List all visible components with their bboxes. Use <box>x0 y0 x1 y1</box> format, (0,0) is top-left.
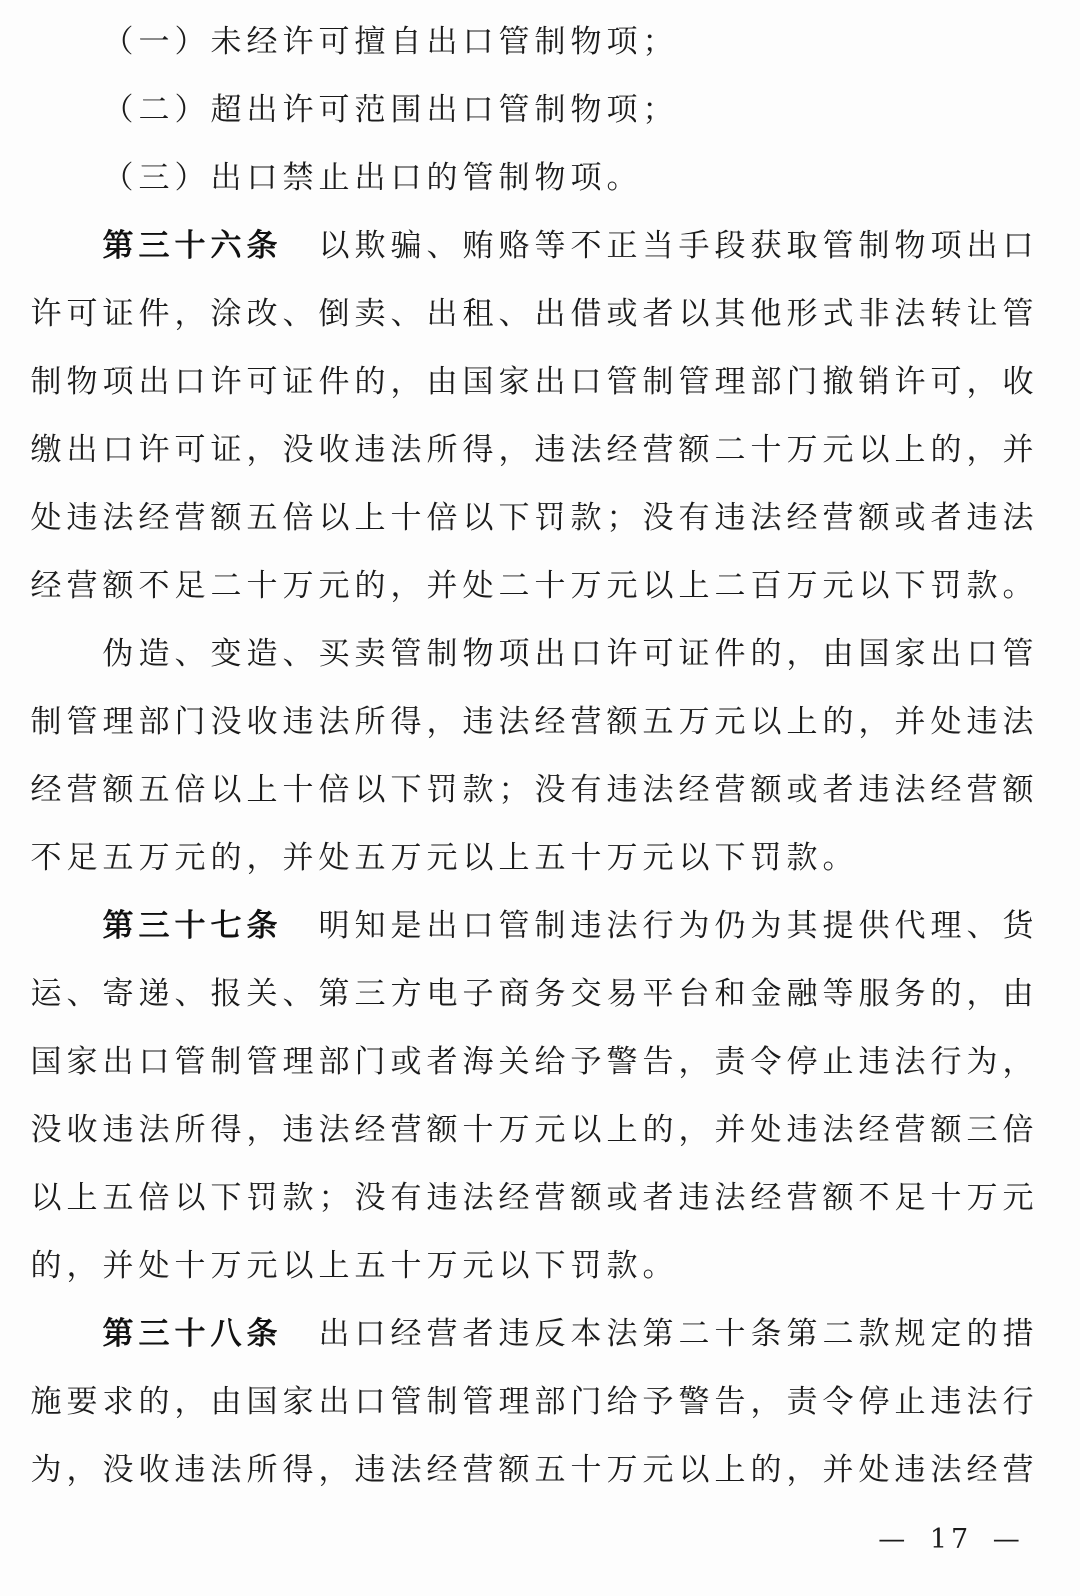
text-line <box>28 1246 1036 1286</box>
text-line <box>28 1178 1036 1218</box>
text-line-content: 许 可 证 件 ， 涂 改 、 倒 卖 、 出 租 、 出 借 或 者 以 其 他 形 式 非 法 转 让 管 <box>30 296 1034 332</box>
text-line-content: 以 上 五 倍 以 下 罚 款 ； 没 有 违 法 经 营 额 或 者 违 法 经 营 额 不 足 十 万 元 <box>30 1180 1034 1216</box>
text-line-content: 处 违 法 经 营 额 五 倍 以 上 十 倍 以 下 罚 款 ； 没 有 违 法 经 营 额 或 者 违 法 <box>30 500 1034 536</box>
text-line <box>28 566 1036 606</box>
article-number: 第 三 十 八 条 <box>102 1316 278 1352</box>
text-line <box>28 362 1036 402</box>
text-line-content: 运 、 寄 递 、 报 关 、 第 三 方 电 子 商 务 交 易 平 台 和 金 融 等 服 务 的 ， 由 <box>30 976 1034 1012</box>
text-line: （ 一 ） 未 经 许 可 擅 自 出 口 管 制 物 项 ； <box>102 24 674 60</box>
article-37-first-line <box>100 906 1036 946</box>
text-line <box>28 1042 1036 1082</box>
text-line-content: 制 管 理 部 门 没 收 违 法 所 得 ， 违 法 经 营 额 五 万 元 以 上 的 ， 并 处 违 法 <box>30 704 1034 740</box>
article-38-first-line <box>100 1314 1036 1354</box>
text-line <box>28 1110 1036 1150</box>
text-line-content: 为 ， 没 收 违 法 所 得 ， 违 法 经 营 额 五 十 万 元 以 上 的 ， 并 处 违 法 经 营 <box>30 1452 1034 1488</box>
text-line <box>28 1382 1036 1422</box>
text-line <box>28 294 1036 334</box>
text-line: （ 三 ） 出 口 禁 止 出 口 的 管 制 物 项 。 <box>102 160 638 196</box>
text-line-content: 制 物 项 出 口 许 可 证 件 的 ， 由 国 家 出 口 管 制 管 理 部 门 撤 销 许 可 ， 收 <box>30 364 1034 400</box>
text-line: 明 知 是 出 口 管 制 违 法 行 为 仍 为 其 提 供 代 理 、 货 <box>318 908 1034 944</box>
text-line-content: 施 要 求 的 ， 由 国 家 出 口 管 制 管 理 部 门 给 予 警 告 ， 责 令 停 止 违 法 行 <box>30 1384 1034 1420</box>
text-line-content: 国 家 出 口 管 制 管 理 部 门 或 者 海 关 给 予 警 告 ， 责 令 停 止 违 法 行 为 ， <box>30 1044 1034 1080</box>
article-36-first-line <box>100 226 1036 266</box>
text-line-content: 没 收 违 法 所 得 ， 违 法 经 营 额 十 万 元 以 上 的 ， 并 处 违 法 经 营 额 三 倍 <box>30 1112 1034 1148</box>
text-line <box>28 770 1036 810</box>
list-item-3 <box>100 158 1036 198</box>
text-line: 以 欺 骗 、 贿 赂 等 不 正 当 手 段 获 取 管 制 物 项 出 口 <box>318 228 1034 264</box>
text-line <box>28 974 1036 1014</box>
text-line: （ 二 ） 超 出 许 可 范 围 出 口 管 制 物 项 ； <box>102 92 674 128</box>
text-line-content: 经 营 额 五 倍 以 上 十 倍 以 下 罚 款 ； 没 有 违 法 经 营 额 或 者 违 法 经 营 额 <box>30 772 1034 808</box>
text-line-content: 伪 造 、 变 造 、 买 卖 管 制 物 项 出 口 许 可 证 件 的 ， 由 国 家 出 口 管 <box>102 636 1034 672</box>
text-line <box>28 1450 1036 1490</box>
text-line-content: 不 足 五 万 元 的 ， 并 处 五 万 元 以 上 五 十 万 元 以 下 罚 款 。 <box>30 840 854 876</box>
text-line: 出 口 经 营 者 违 反 本 法 第 二 十 条 第 二 款 规 定 的 措 <box>318 1316 1034 1352</box>
article-number: 第 三 十 七 条 <box>102 908 278 944</box>
paragraph-first-line <box>100 634 1036 674</box>
text-line <box>28 702 1036 742</box>
text-line-content: 的 ， 并 处 十 万 元 以 上 五 十 万 元 以 下 罚 款 。 <box>30 1248 674 1284</box>
article-number: 第 三 十 六 条 <box>102 228 278 264</box>
list-item-1 <box>100 22 1036 62</box>
text-line <box>28 430 1036 470</box>
page-number: — 17 — <box>878 1524 1024 1555</box>
text-line <box>28 838 1036 878</box>
list-item-2 <box>100 90 1036 130</box>
text-line-content: 经 营 额 不 足 二 十 万 元 的 ， 并 处 二 十 万 元 以 上 二 百 万 元 以 下 罚 款 。 <box>30 568 1034 604</box>
text-line <box>28 498 1036 538</box>
text-line-content: 缴 出 口 许 可 证 ， 没 收 违 法 所 得 ， 违 法 经 营 额 二 十 万 元 以 上 的 ， 并 <box>30 432 1034 468</box>
